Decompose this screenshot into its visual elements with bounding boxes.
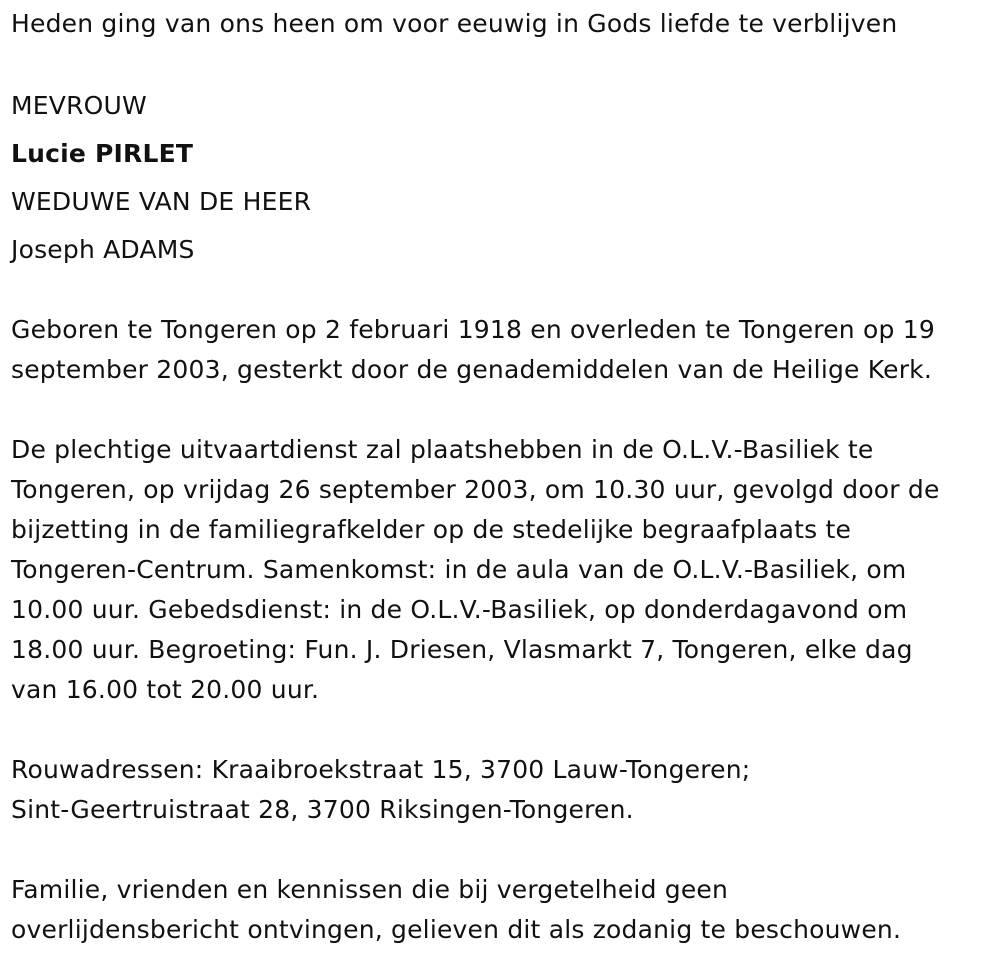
intro-line: Heden ging van ons heen om voor eeuwig in Gods liefde te verblijven (11, 9, 898, 38)
relation-line: WEDUWE VAN DE HEER (11, 187, 312, 216)
funeral-line: Tongeren, op vrijdag 26 september 2003, om 10.30 uur, gevolgd door de (11, 475, 940, 504)
closing-line: Familie, vrienden en kennissen die bij vergetelheid geen (11, 875, 729, 904)
funeral-line: bijzetting in de familiegrafkelder op de stedelijke begraafplaats te (11, 515, 852, 544)
closing-paragraph (11, 870, 986, 950)
birth-death-paragraph (11, 310, 986, 390)
funeral-line: 18.00 uur. Begroeting: Fun. J. Driesen, Vlasmarkt 7, Tongeren, elke dag (11, 635, 913, 664)
funeral-paragraph (11, 430, 986, 710)
deceased-name: Lucie PIRLET (11, 139, 194, 168)
funeral-line: De plechtige uitvaartdienst zal plaatshebben in de O.L.V.-Basiliek te (11, 435, 874, 464)
address-line: Rouwadressen: Kraaibroekstraat 15, 3700 Lauw-Tongeren; (11, 755, 751, 784)
closing-line: overlijdensbericht ontvingen, gelieven dit als zodanig te beschouwen. (11, 915, 902, 944)
spouse-name: Joseph ADAMS (11, 235, 195, 264)
funeral-line: Tongeren-Centrum. Samenkomst: in de aula van de O.L.V.-Basiliek, om (11, 555, 907, 584)
title-line: MEVROUW (11, 91, 147, 120)
address-line: Sint-Geertruistraat 28, 3700 Riksingen-Tongeren. (11, 795, 634, 824)
addresses-paragraph (11, 750, 986, 830)
funeral-line: 10.00 uur. Gebedsdienst: in de O.L.V.-Basiliek, op donderdagavond om (11, 595, 908, 624)
funeral-line: van 16.00 tot 20.00 uur. (11, 675, 320, 704)
birth-death-line: Geboren te Tongeren op 2 februari 1918 en overleden te Tongeren op 19 (11, 315, 935, 344)
birth-death-line: september 2003, gesterkt door de genademiddelen van de Heilige Kerk. (11, 355, 932, 384)
